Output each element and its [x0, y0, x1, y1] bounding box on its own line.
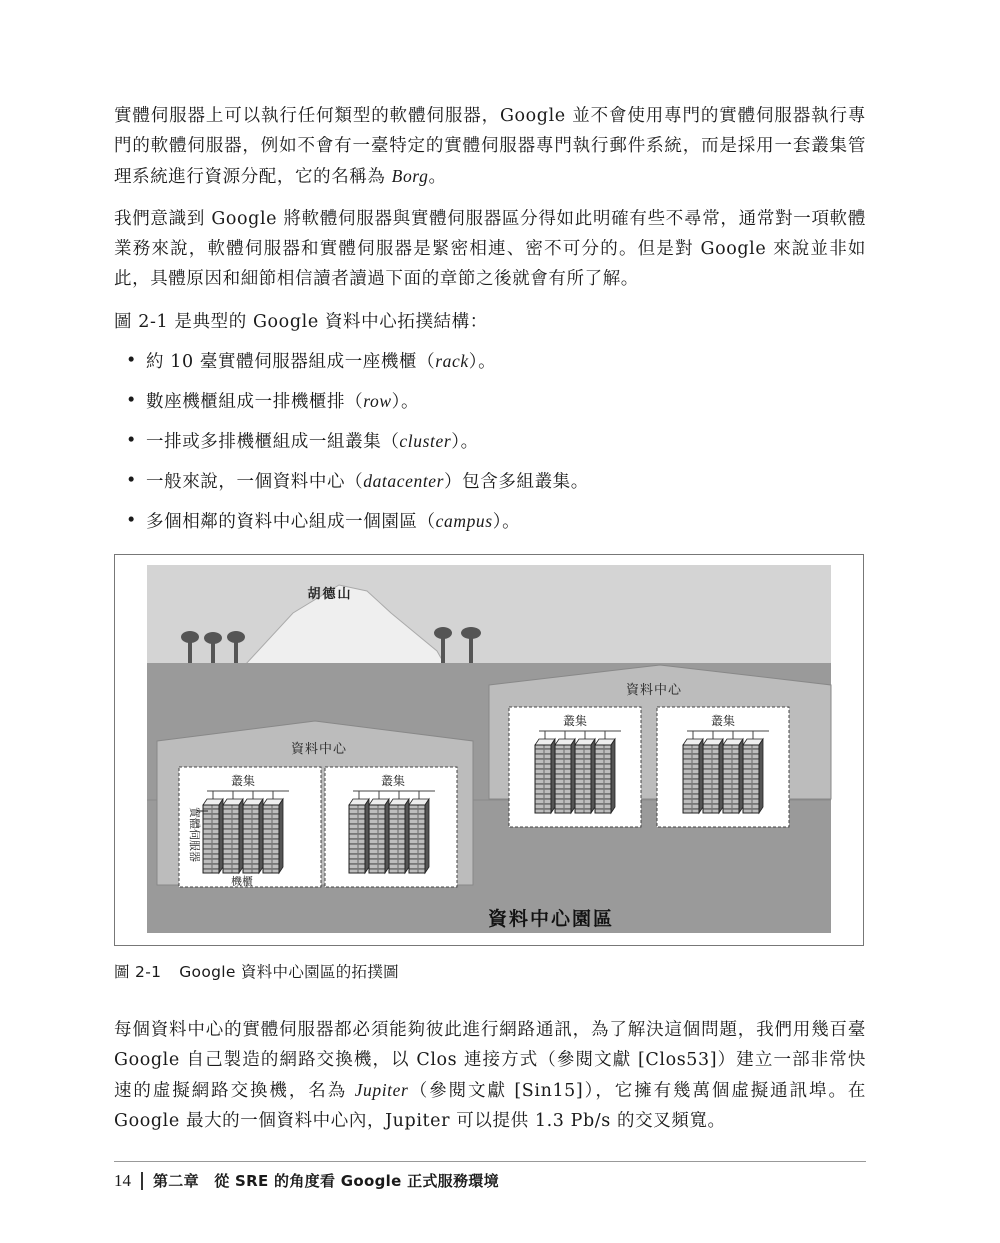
- borg-name: Borg: [391, 166, 429, 186]
- paragraph-borg-end: 。: [428, 167, 447, 187]
- figure-number: 圖 2-1: [114, 963, 162, 981]
- figure-caption: [114, 960, 399, 982]
- figure-datacenter-campus: [114, 554, 864, 946]
- list-item: • 多個相鄰的資料中心組成一個園區（campus）。: [126, 511, 521, 532]
- page-number: 14: [114, 1170, 131, 1190]
- figure-title: Google 資料中心園區的拓撲圖: [179, 963, 399, 981]
- cluster-label: 叢集: [380, 774, 406, 788]
- term: 機櫃: [380, 352, 418, 372]
- jupiter-name: Jupiter: [354, 1080, 409, 1100]
- cluster-label: 叢集: [562, 714, 588, 728]
- list-item: • 數座機櫃組成一排機櫃排（row）。: [126, 391, 420, 412]
- campus-label: 資料中心園區: [487, 908, 615, 930]
- cluster-label: 叢集: [230, 774, 256, 788]
- cluster-label: 叢集: [710, 714, 736, 728]
- paragraph-borg-text: 實體伺服器上可以執行任何類型的軟體伺服器，Google 並不會使用專門的實體伺服器執行專門的軟體伺服器，例如不會有一臺特定的實體伺服器專門執行郵件系統，而是採用一套叢集管理系統進行資源分配，它的名稱為: [114, 106, 866, 187]
- campus-illustration: [115, 555, 863, 945]
- paragraph-borg: [114, 101, 866, 192]
- rack-group: [535, 731, 621, 813]
- term: 機櫃排: [290, 392, 346, 412]
- topology-list: [126, 344, 589, 544]
- page-footer: [114, 1170, 499, 1191]
- paragraph-figure-intro: 圖 2-1 是典型的 Google 資料中心拓撲結構：: [114, 312, 488, 332]
- paragraph-separation: 我們意識到 Google 將軟體伺服器與實體伺服器區分得如此明確有些不尋常，通常對一項軟體業務來說，軟體伺服器和實體伺服器是緊密相連、密不可分的。但是對 Google 來說並非如此，具體原因和細節相信讀者讀過下面的章節之後就會有所了解。: [114, 209, 866, 289]
- rack-group: [349, 791, 435, 873]
- term: 資料中心: [272, 472, 346, 492]
- footer-separator: [141, 1172, 143, 1190]
- term: 叢集: [345, 432, 382, 452]
- datacenter-right: [489, 665, 831, 827]
- rack-label: 機櫃: [231, 875, 253, 888]
- datacenter-label: 資料中心: [290, 742, 348, 757]
- term: 園區: [381, 512, 418, 532]
- datacenter-label: 資料中心: [625, 683, 683, 698]
- rack-group: [203, 791, 289, 873]
- list-item: • 約 10 臺實體伺服器組成一座機櫃（rack）。: [126, 351, 497, 372]
- list-item: • 一般來說，一個資料中心（datacenter）包含多組叢集。: [126, 471, 589, 492]
- datacenter-left: [157, 721, 473, 888]
- list-item: • 一排或多排機櫃組成一組叢集（cluster）。: [126, 431, 479, 452]
- footer-divider: [114, 1161, 866, 1162]
- paragraph-jupiter: 每個資料中心的實體伺服器都必須能夠彼此進行網路通訊，為了解決這個問題，我們用幾百臺 Google 自己製造的網路交換機，以 Clos 連接方式（參閱文獻 [Clos53]）建立一部非常快速的虛擬網路交換機，名為 Jupiter（參閱文獻 [Sin15]），它擁有幾萬個虛擬通訊埠。在 Google 最大的一個資料中心內，Jupiter 可以提供 1.3 Pb/s 的交叉頻寬。: [114, 1020, 866, 1131]
- rack-group: [683, 731, 769, 813]
- mountain-label: 胡德山: [307, 587, 353, 602]
- chapter-title: 第二章 從 SRE 的角度看 Google 正式服務環境: [153, 1172, 499, 1190]
- server-label: 實體伺服器: [188, 807, 201, 862]
